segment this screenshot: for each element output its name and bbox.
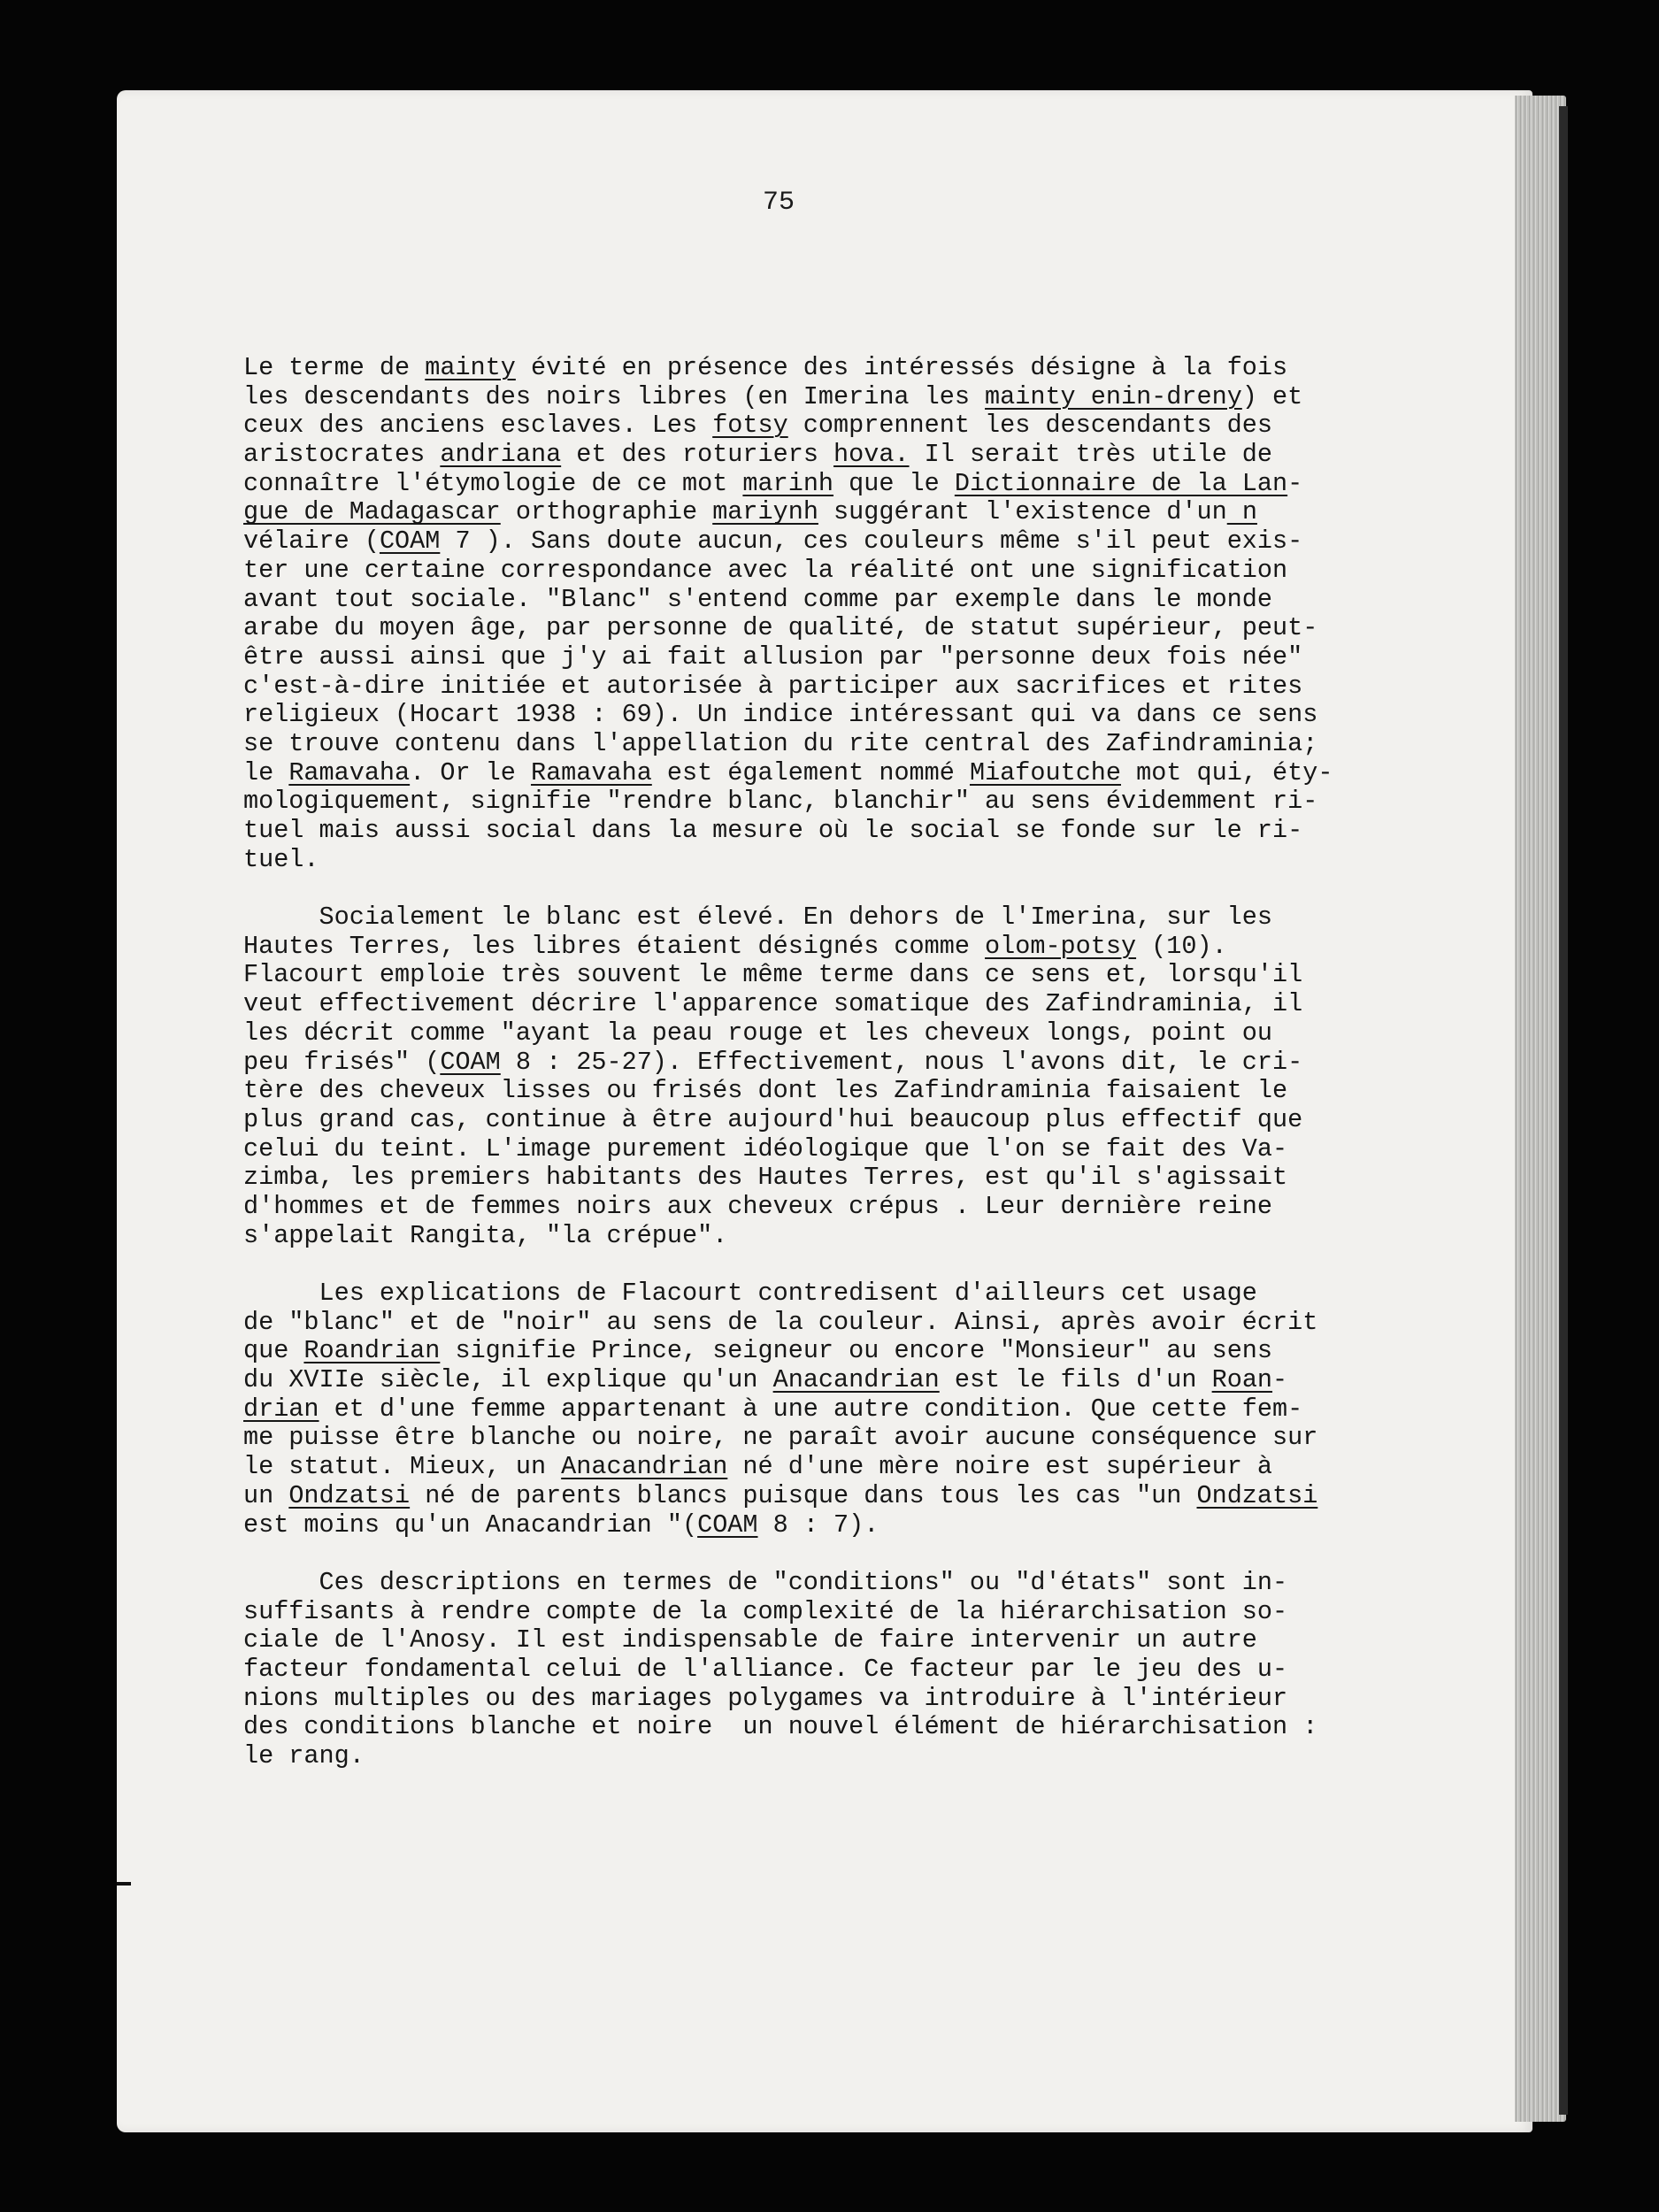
text-line: d'hommes et de femmes noirs aux cheveux crépus . Leur dernière reine <box>243 1191 1272 1221</box>
text-line: tuel. <box>243 844 319 874</box>
text-line: zimba, les premiers habitants des Hautes Terres, est qu'il s'agissait <box>243 1163 1288 1193</box>
text-line: avant tout sociale. "Blanc" s'entend comme par exemple dans le monde <box>243 584 1272 614</box>
text-line: les descendants des noirs libres (en Imerina les mainty enin-dreny) et <box>243 381 1303 411</box>
paragraph-gap <box>243 1250 1385 1279</box>
text-line: drian et d'une femme appartenant à une autre condition. Que cette fem- <box>243 1394 1303 1424</box>
page-number: 75 <box>763 188 795 218</box>
text-line: gue de Madagascar orthographie mariynh suggérant l'existence d'un n <box>243 497 1257 527</box>
text-line: ceux des anciens esclaves. Les fotsy comprennent les descendants des <box>243 411 1272 441</box>
text-line: le statut. Mieux, un Anacandrian né d'une mère noire est supérieur à <box>243 1452 1273 1482</box>
text-line: des conditions blanche et noire un nouvel élément de hiérarchisation : <box>243 1712 1318 1742</box>
text-line: être aussi ainsi que j'y ai fait allusion par "personne deux fois née" <box>243 641 1303 672</box>
text-line: mologiquement, signifie "rendre blanc, blanchir" au sens évidemment ri- <box>243 787 1318 817</box>
text-line: suffisants à rendre compte de la complexité de la hiérarchisation so- <box>243 1596 1288 1626</box>
text-line: de "blanc" et de "noir" au sens de la couleur. Ainsi, après avoir écrit <box>243 1307 1318 1337</box>
text-line: est moins qu'un Anacandrian "(COAM 8 : 7). <box>243 1509 879 1540</box>
text-line: Socialement le blanc est élevé. En dehors de l'Imerina, sur les <box>243 902 1272 933</box>
text-line: connaître l'étymologie de ce mot marinh que le Dictionnaire de la Lan- <box>243 468 1303 498</box>
text-line: facteur fondamental celui de l'alliance. Ce facteur par le jeu des u- <box>243 1654 1288 1684</box>
text-line: un Ondzatsi né de parents blancs puisque dans tous les cas "un Ondzatsi <box>243 1480 1318 1510</box>
text-line: tuel mais aussi social dans la mesure où le social se fonde sur le ri- <box>243 816 1303 845</box>
text-line: les décrit comme "ayant la peau rouge et les cheveux longs, point ou <box>243 1018 1272 1048</box>
text-line: aristocrates andriana et des roturiers hova. Il serait très utile de <box>243 440 1273 470</box>
paragraph-gap <box>243 1540 1385 1569</box>
text-line: c'est-à-dire initiée et autorisée à participer aux sacrifices et rites <box>243 671 1303 701</box>
text-line: Hautes Terres, les libres étaient désignés comme olom-potsy (10). <box>243 931 1227 961</box>
text-line: ter une certaine correspondance avec la réalité ont une signification <box>243 555 1288 585</box>
text-line: Le terme de mainty évité en présence des intéressés désigne à la fois <box>243 353 1288 382</box>
text-line: nions multiples ou des mariages polygames va introduire à l'intérieur <box>243 1683 1288 1713</box>
text-line: le rang. <box>243 1741 365 1770</box>
text-line: me puisse être blanche ou noire, ne paraît avoir aucune conséquence sur <box>243 1423 1318 1453</box>
text-line: que Roandrian signifie Prince, seigneur ou encore "Monsieur" au sens <box>243 1336 1273 1366</box>
text-line: religieux (Hocart 1938 : 69). Un indice intéressant qui va dans ce sens <box>243 700 1318 730</box>
text-line: vélaire (COAM 7 ). Sans doute aucun, ces couleurs même s'il peut exis- <box>243 526 1303 557</box>
text-line: veut effectivement décrire l'apparence somatique des Zafindraminia, il <box>243 989 1303 1019</box>
text-line: tère des cheveux lisses ou frisés dont les Zafindraminia faisaient le <box>243 1076 1288 1106</box>
text-line: Ces descriptions en termes de "conditions" ou "d'états" sont in- <box>243 1567 1288 1597</box>
text-line: s'appelait Rangita, "la crépue". <box>243 1220 728 1250</box>
margin-mark <box>117 1882 131 1886</box>
text-line: plus grand cas, continue à être aujourd'hui beaucoup plus effectif que <box>243 1104 1303 1134</box>
text-line: se trouve contenu dans l'appellation du rite central des Zafindraminia; <box>243 728 1318 758</box>
body-text <box>243 354 1385 1771</box>
text-line: peu frisés" (COAM 8 : 25-27). Effectivement, nous l'avons dit, le cri- <box>243 1047 1303 1077</box>
text-line: Les explications de Flacourt contredisent d'ailleurs cet usage <box>243 1279 1257 1308</box>
text-line: du XVIIe siècle, il explique qu'un Anacandrian est le fils d'un Roan- <box>243 1365 1288 1395</box>
paragraph-gap <box>243 874 1385 903</box>
text-line: Flacourt emploie très souvent le même terme dans ce sens et, lorsqu'il <box>243 960 1303 990</box>
text-line: arabe du moyen âge, par personne de qualité, de statut supérieur, peut- <box>243 613 1318 643</box>
text-line: ciale de l'Anosy. Il est indispensable de faire intervenir un autre <box>243 1625 1257 1655</box>
text-line: le Ramavaha. Or le Ramavaha est également nommé Miafoutche mot qui, éty- <box>243 757 1333 787</box>
page-edges-shadow <box>1559 106 1568 2115</box>
text-line: celui du teint. L'image purement idéologique que l'on se fait des Va- <box>243 1133 1288 1164</box>
